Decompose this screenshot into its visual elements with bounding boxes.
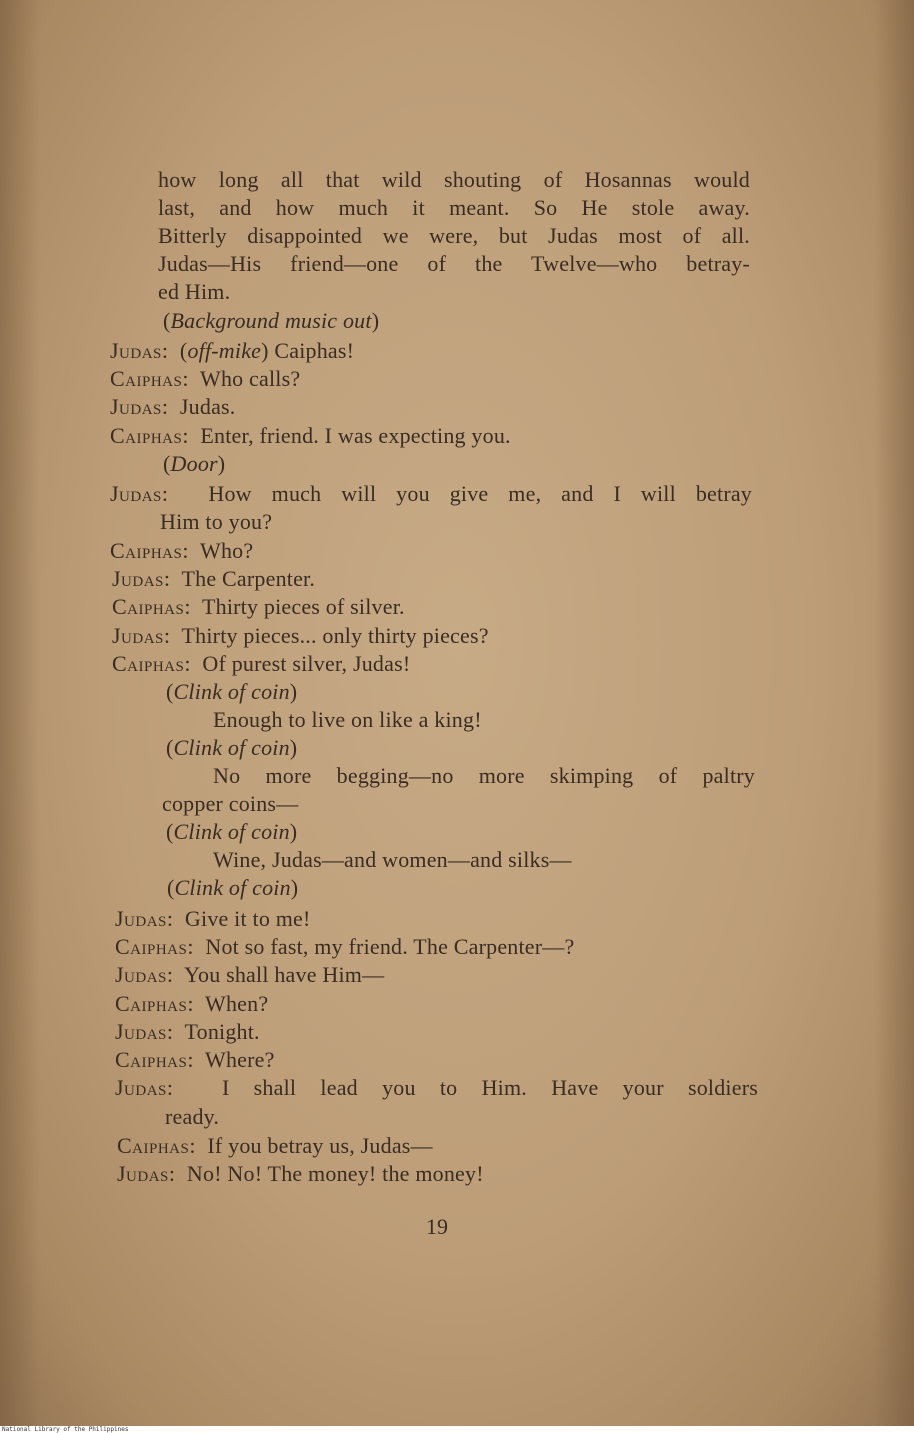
stage-direction: (Clink of coin) [166,679,298,704]
dialogue-continuation: Him to you? [160,509,273,534]
dialogue-line: Caiphas: Not so fast, my friend. The Carpenter—? [115,934,575,959]
speaker-name: Caiphas: [110,423,189,448]
page-edge-shadow-right [874,0,914,1426]
narration-line: last, and how much it meant. So He stole away. [158,195,750,220]
speaker-name: Judas: [110,338,169,363]
dialogue-line: Judas: No! No! The money! the money! [117,1161,484,1186]
stage-direction: (Clink of coin) [167,875,299,900]
dialogue-continuation: ready. [165,1104,220,1129]
dialogue-line: Caiphas: Who calls? [110,366,301,391]
dialogue-line: Caiphas: Who? [110,538,254,563]
dialogue-line: Judas: The Carpenter. [112,566,316,591]
dialogue-line: Judas: Thirty pieces... only thirty pieces? [112,623,489,648]
dialogue-line: Caiphas: Thirty pieces of silver. [112,594,405,619]
dialogue-line: Caiphas: If you betray us, Judas— [117,1133,433,1158]
footer-credit: National Library of the Philippines [0,1426,914,1433]
speaker-name: Judas: [110,394,169,419]
speaker-name: Judas: [110,481,169,506]
speaker-name: Caiphas: [115,1047,194,1072]
page-number: 19 [426,1214,448,1239]
speaker-name: Caiphas: [110,366,189,391]
speaker-name: Judas: [112,566,171,591]
narration-line: Judas—His friend—one of the Twelve—who betray- [158,251,750,276]
dialogue-line: Judas: You shall have Him— [115,962,385,987]
speaker-name: Judas: [115,1075,174,1100]
speaker-name: Judas: [115,962,174,987]
speaker-name: Judas: [112,623,171,648]
dialogue-continuation: Enough to live on like a king! [213,707,482,732]
dialogue-line: Judas: Tonight. [115,1019,260,1044]
stage-direction: (Clink of coin) [166,735,298,760]
narration-line: how long all that wild shouting of Hosannas would [158,167,750,192]
speaker-name: Judas: [117,1161,176,1186]
speaker-name: Judas: [115,906,174,931]
speaker-name: Caiphas: [112,651,191,676]
speaker-name: Caiphas: [112,594,191,619]
dialogue-line: Caiphas: When? [115,991,269,1016]
stage-direction: (Background music out) [163,308,380,333]
dialogue-line: Caiphas: Enter, friend. I was expecting you. [110,423,511,448]
stage-direction: (Door) [163,451,226,476]
dialogue-line: Judas: I shall lead you to Him. Have your soldiers [115,1075,758,1100]
dialogue-line: Judas: Judas. [110,394,236,419]
dialogue-line: Caiphas: Where? [115,1047,275,1072]
dialogue-line: Judas: How much will you give me, and I will betray [110,481,753,506]
speaker-name: Caiphas: [115,934,194,959]
speaker-name: Caiphas: [117,1133,196,1158]
page-edge-shadow-left [0,0,40,1426]
dialogue-continuation: No more begging—no more skimping of paltry [213,763,755,788]
narration-line: Bitterly disappointed we were, but Judas most of all. [158,223,750,248]
speaker-name: Judas: [115,1019,174,1044]
dialogue-line: Judas: (off-mike) Caiphas! [110,338,355,363]
dialogue-line: Caiphas: Of purest silver, Judas! [112,651,411,676]
narration-line: ed Him. [158,279,231,304]
speaker-name: Caiphas: [115,991,194,1016]
dialogue-continuation: copper coins— [162,791,299,816]
speaker-name: Caiphas: [110,538,189,563]
stage-direction: (Clink of coin) [166,819,298,844]
dialogue-continuation: Wine, Judas—and women—and silks— [213,847,572,872]
dialogue-line: Judas: Give it to me! [115,906,311,931]
